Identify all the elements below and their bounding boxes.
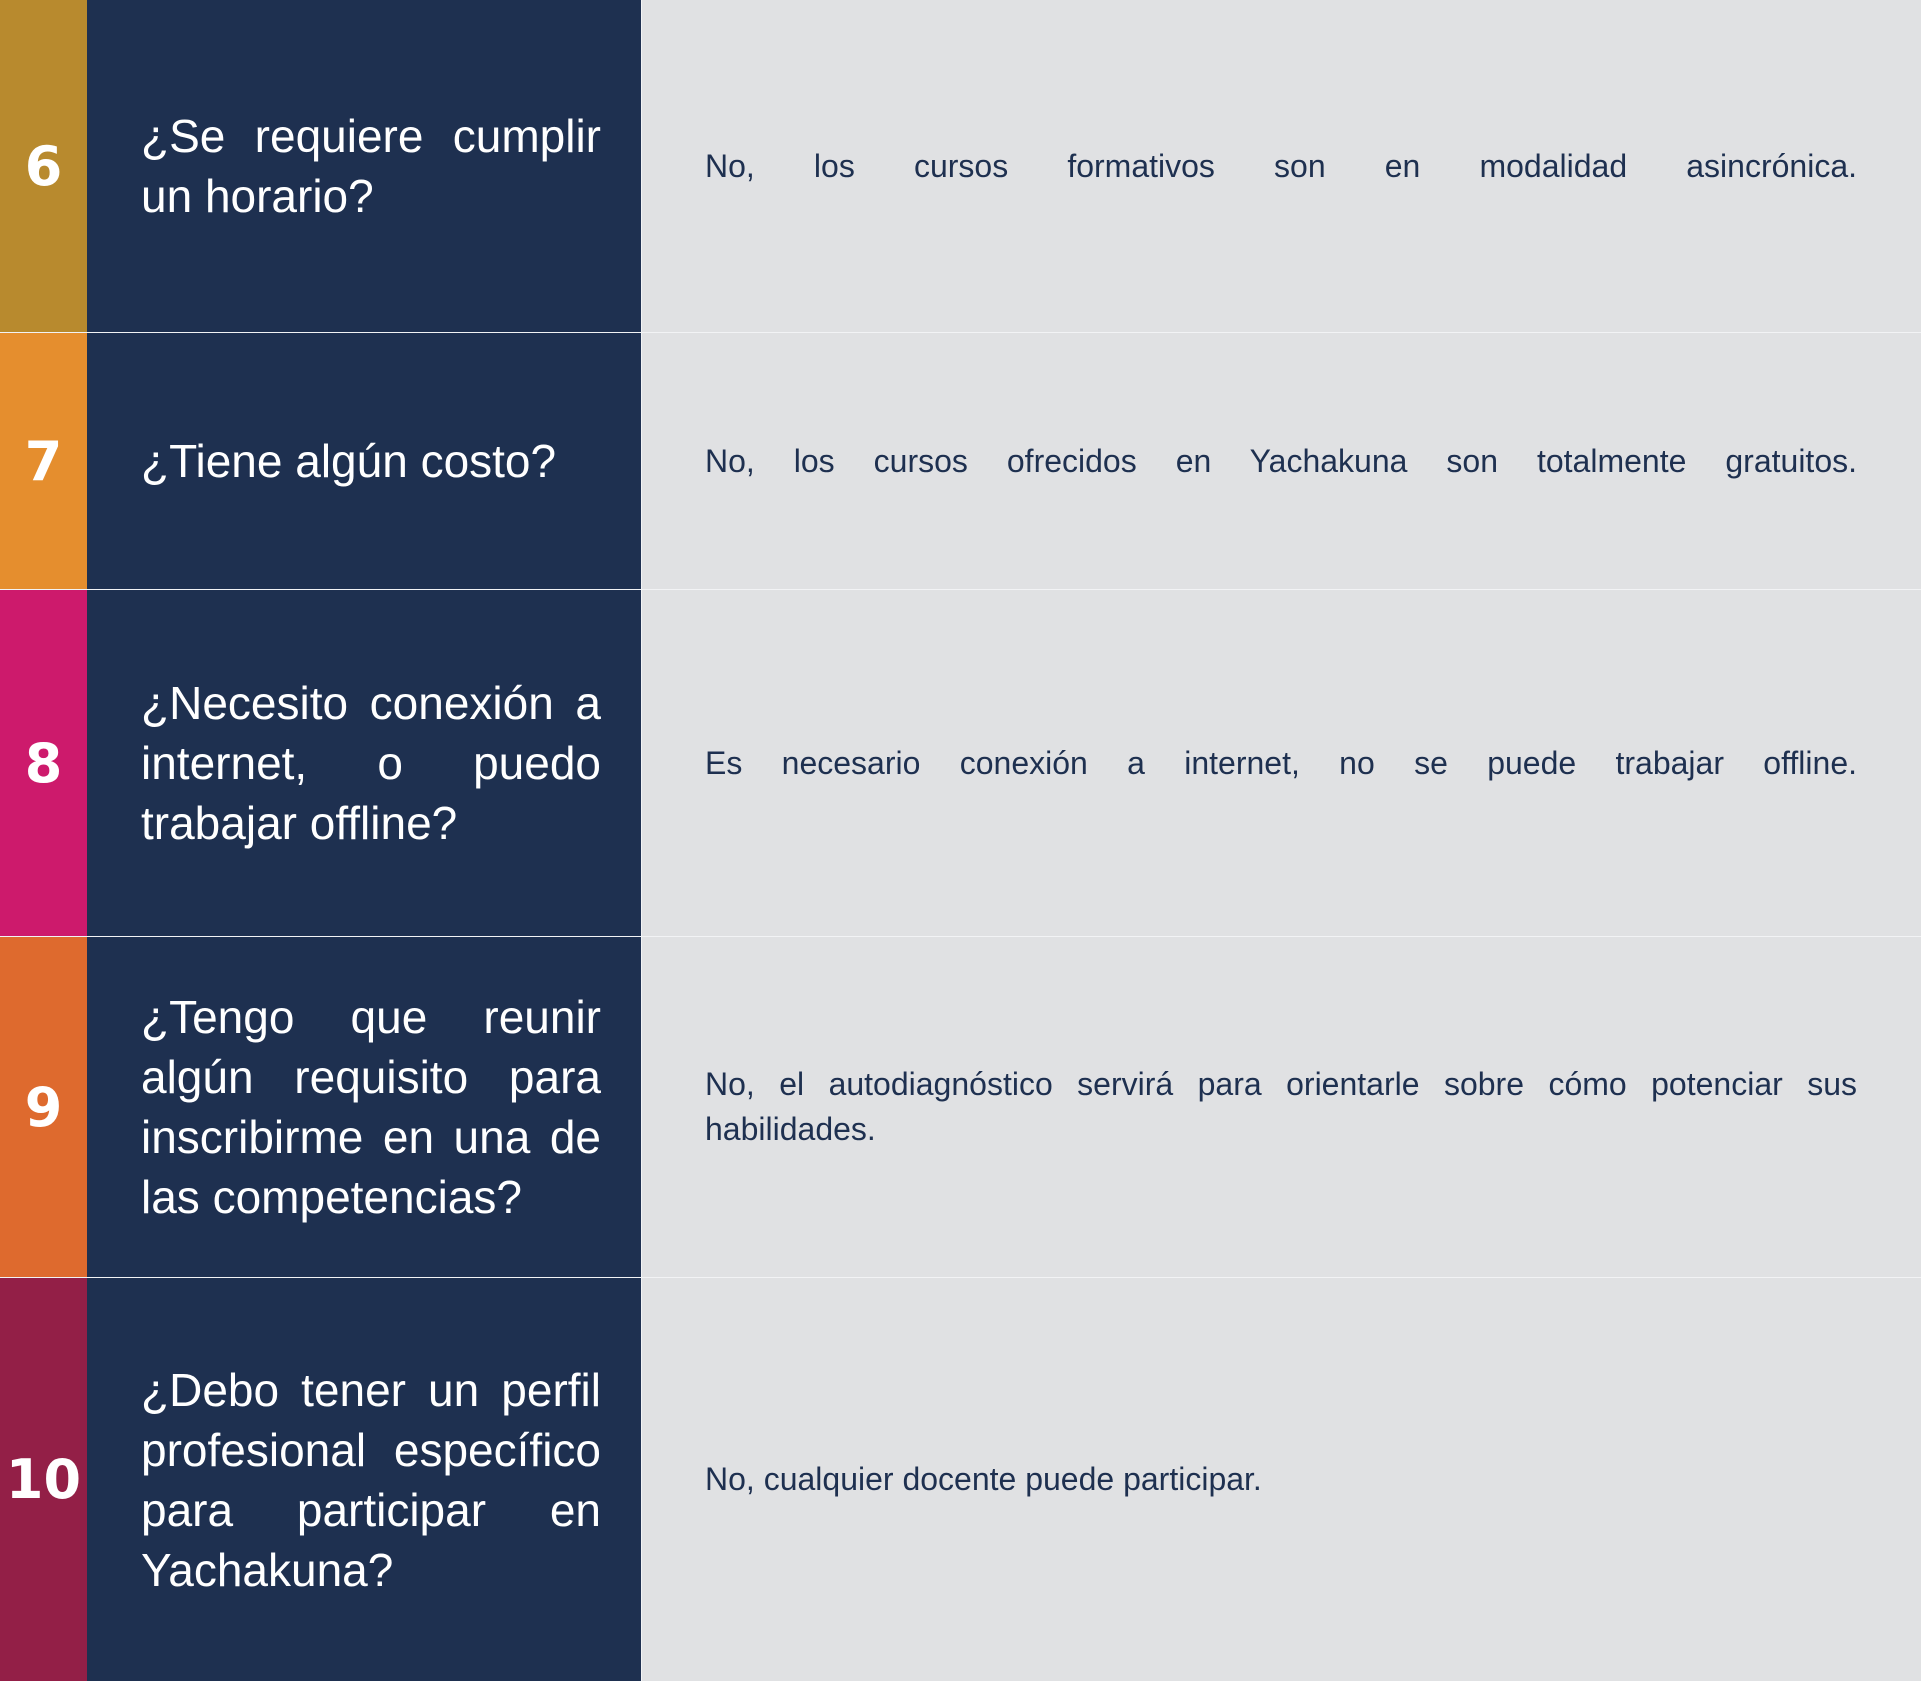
faq-number-badge: 8: [0, 590, 87, 936]
faq-number-badge: 10: [0, 1278, 87, 1681]
faq-question-cell: [87, 333, 641, 589]
faq-answer-cell: [641, 0, 1921, 332]
faq-row-9: [0, 936, 1921, 1277]
faq-answer-text: Es necesario conexión a internet, no se puede trabajar offline.: [705, 744, 1857, 781]
faq-number-badge: 9: [0, 937, 87, 1277]
faq-answer-text: No, cualquier docente puede participar.: [705, 1461, 1262, 1497]
faq-row-6: [0, 0, 1921, 332]
faq-question-text: ¿Tiene algún costo?: [141, 435, 557, 487]
faq-row-8: [0, 589, 1921, 936]
faq-row-7: [0, 332, 1921, 589]
faq-answer-cell: [641, 590, 1921, 936]
faq-answer-cell: [641, 937, 1921, 1277]
faq-number-badge: 6: [0, 0, 87, 332]
faq-row-10: [0, 1277, 1921, 1681]
faq-question-text: ¿Tengo que reunir algún requisito para inscribirme en una de las competencias?: [141, 991, 601, 1223]
faq-answer-text: No, los cursos formativos son en modalidad asincrónica.: [705, 147, 1857, 184]
faq-answer-cell: [641, 333, 1921, 589]
faq-question-cell: [87, 1278, 641, 1681]
faq-question-text: ¿Se requiere cumplir un horario?: [141, 110, 601, 222]
faq-question-cell: [87, 590, 641, 936]
faq-answer-cell: [641, 1278, 1921, 1681]
faq-answer-text: No, los cursos ofrecidos en Yachakuna son totalmente gratuitos.: [705, 442, 1857, 479]
faq-question-text: ¿Necesito conexión a internet, o puedo trabajar offline?: [141, 677, 601, 849]
faq-answer-text: No, el autodiagnóstico servirá para orientarle sobre cómo potenciar sus habilidades.: [705, 1066, 1857, 1147]
faq-question-text: ¿Debo tener un perfil profesional específico para participar en Yachakuna?: [141, 1363, 601, 1596]
faq-question-cell: [87, 0, 641, 332]
faq-number-badge: 7: [0, 333, 87, 589]
faq-question-cell: [87, 937, 641, 1277]
